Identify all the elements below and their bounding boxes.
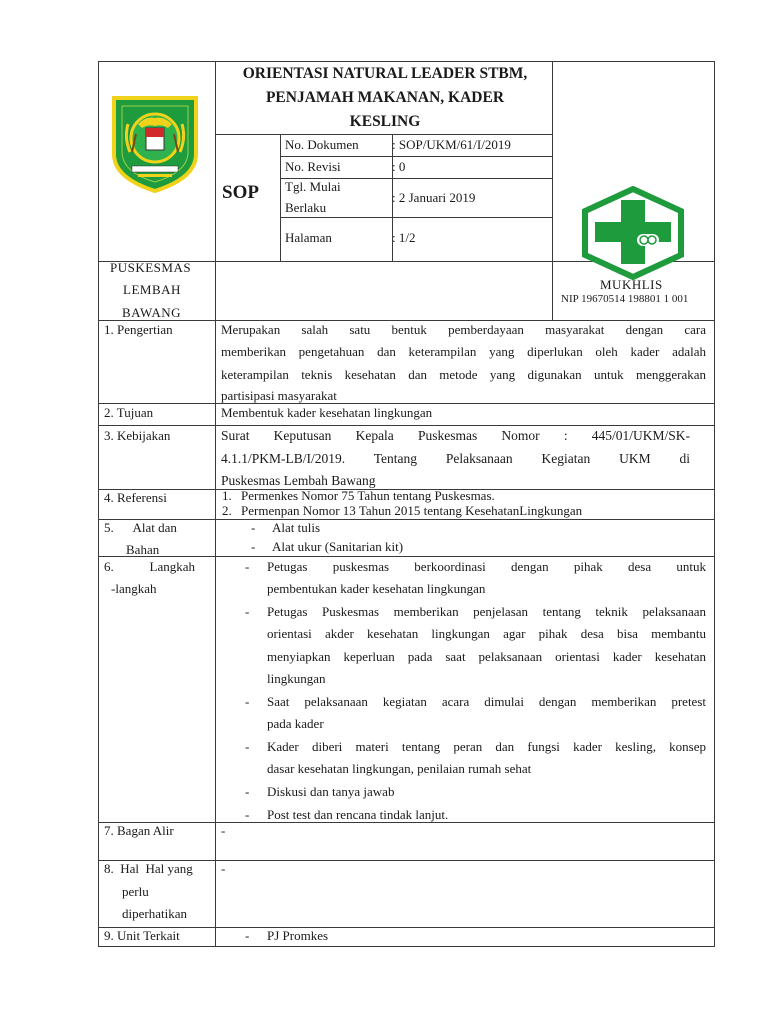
referensi-num-2: 2. (222, 503, 232, 518)
langkah-item-2-line-2: orientasi akder kesehatan lingkungan agar pihak desa bisa membantu (267, 626, 706, 641)
pengertian-line-2: memberikan pengetahuan dan keterampilan yang diperlukan oleh kader adalah (221, 344, 706, 359)
langkah-dash-4: - (245, 739, 250, 754)
langkah-item-2-line-3: menyiapkan keperluan pada saat pelaksanaan orientasi kader kesehatan (267, 649, 706, 664)
langkah-label-line-1: 6. Langkah (104, 559, 195, 574)
revision-value: : 0 (392, 159, 406, 174)
langkah-item-5-line-1: Diskusi dan tanya jawab (267, 784, 395, 799)
kebijakan-label: 3. Kebijakan (104, 428, 171, 443)
kebijakan-line-2: 4.1.1/PKM-LB/I/2019. Tentang Pelaksanaan Kegiatan UKM di (221, 451, 690, 466)
signer-nip: NIP 19670514 198801 1 001 (561, 293, 689, 305)
pengertian-line-3: keterampilan teknis kesehatan dan metode yang digunakan untuk menggerakan (221, 367, 706, 382)
referensi-item-2: Permenpan Nomor 13 Tahun 2015 tentang KesehatanLingkungan (241, 503, 583, 518)
pengertian-line-1: Merupakan salah satu bentuk pemberdayaan masyarakat dengan cara (221, 322, 706, 337)
org-line-3: BAWANG (122, 305, 182, 320)
page-value: : 1/2 (392, 230, 416, 245)
title-line-1: ORIENTASI NATURAL LEADER STBM, (242, 65, 528, 82)
langkah-dash-6: - (245, 807, 250, 822)
tujuan-text: Membentuk kader kesehatan lingkungan (221, 405, 433, 420)
bagan-label: 7. Bagan Alir (104, 823, 174, 838)
langkah-item-2-line-4: lingkungan (267, 671, 326, 686)
referensi-num-1: 1. (222, 488, 232, 503)
pengertian-line-4: partisipasi masyarakat (221, 388, 337, 403)
unit-dash-1: - (245, 928, 250, 943)
unit-label: 9. Unit Terkait (104, 928, 180, 943)
langkah-item-1-line-1: Petugas puskesmas berkoordinasi dengan pihak desa untuk (267, 559, 706, 574)
revision-label: No. Revisi (285, 159, 341, 174)
langkah-item-4-line-1: Kader diberi materi tentang peran dan fungsi kader kesling, konsep (267, 739, 706, 754)
langkah-item-2-line-1: Petugas Puskesmas memberikan penjelasan tentang teknik pelaksanaan (267, 604, 706, 619)
kebijakan-line-1: Surat Keputusan Kepala Puskesmas Nomor : 445/01/UKM/SK- (221, 428, 690, 443)
referensi-label: 4. Referensi (104, 490, 167, 505)
hal-text: - (221, 861, 226, 876)
alat-dash-1: - (251, 520, 256, 535)
title-line-2: PENJAMAH MAKANAN, KADER (265, 89, 505, 106)
alat-item-1: Alat tulis (272, 520, 321, 535)
langkah-item-1-line-2: pembentukan kader kesehatan lingkungan (267, 581, 486, 596)
langkah-item-4-line-2: dasar kesehatan lingkungan, penilaian rumah sehat (267, 761, 532, 776)
langkah-dash-3: - (245, 694, 250, 709)
regency-coat-of-arms-logo (108, 94, 202, 194)
hal-label-line-1: 8. Hal Hal yang (104, 861, 193, 876)
start-date-label-line-2: Berlaku (285, 200, 327, 215)
langkah-dash-2: - (245, 604, 250, 619)
title-line-3: KESLING (349, 113, 421, 130)
alat-dash-2: - (251, 539, 256, 554)
langkah-dash-5: - (245, 784, 250, 799)
hal-label-line-2: perlu (122, 884, 149, 899)
puskesmas-green-cross-logo (581, 186, 685, 280)
org-line-1: PUSKESMAS (110, 260, 192, 275)
unit-item-1: PJ Promkes (267, 928, 329, 943)
bagan-text: - (221, 823, 226, 838)
start-date-label-line-1: Tgl. Mulai (285, 179, 341, 194)
referensi-item-1: Permenkes Nomor 75 Tahun tentang Puskesmas. (241, 488, 495, 503)
doc-number-label: No. Dokumen (285, 137, 359, 152)
kebijakan-line-3: Puskesmas Lembah Bawang (221, 473, 376, 488)
langkah-item-3-line-1: Saat pelaksanaan kegiatan acara dimulai dengan memberikan pretest (267, 694, 706, 709)
langkah-label-line-2: -langkah (111, 581, 157, 596)
alat-label-line-2: Bahan (126, 542, 160, 557)
document-title (218, 62, 552, 134)
org-line-2: LEMBAH (123, 282, 181, 297)
alat-item-2: Alat ukur (Sanitarian kit) (272, 539, 404, 554)
doc-number-value: : SOP/UKM/61/I/2019 (392, 137, 511, 152)
alat-label-line-1: 5. Alat dan (104, 520, 177, 535)
pengertian-label: 1. Pengertian (104, 322, 173, 337)
tujuan-label: 2. Tujuan (104, 405, 154, 420)
page-label: Halaman (285, 230, 332, 245)
langkah-dash-1: - (245, 559, 250, 574)
signer-name: MUKHLIS (600, 277, 663, 292)
hal-label-line-3: diperhatikan (122, 906, 187, 921)
langkah-item-6-line-1: Post test dan rencana tindak lanjut. (267, 807, 449, 822)
langkah-item-3-line-2: pada kader (267, 716, 324, 731)
start-date-value: : 2 Januari 2019 (392, 190, 476, 205)
sop-label: SOP (222, 182, 259, 203)
